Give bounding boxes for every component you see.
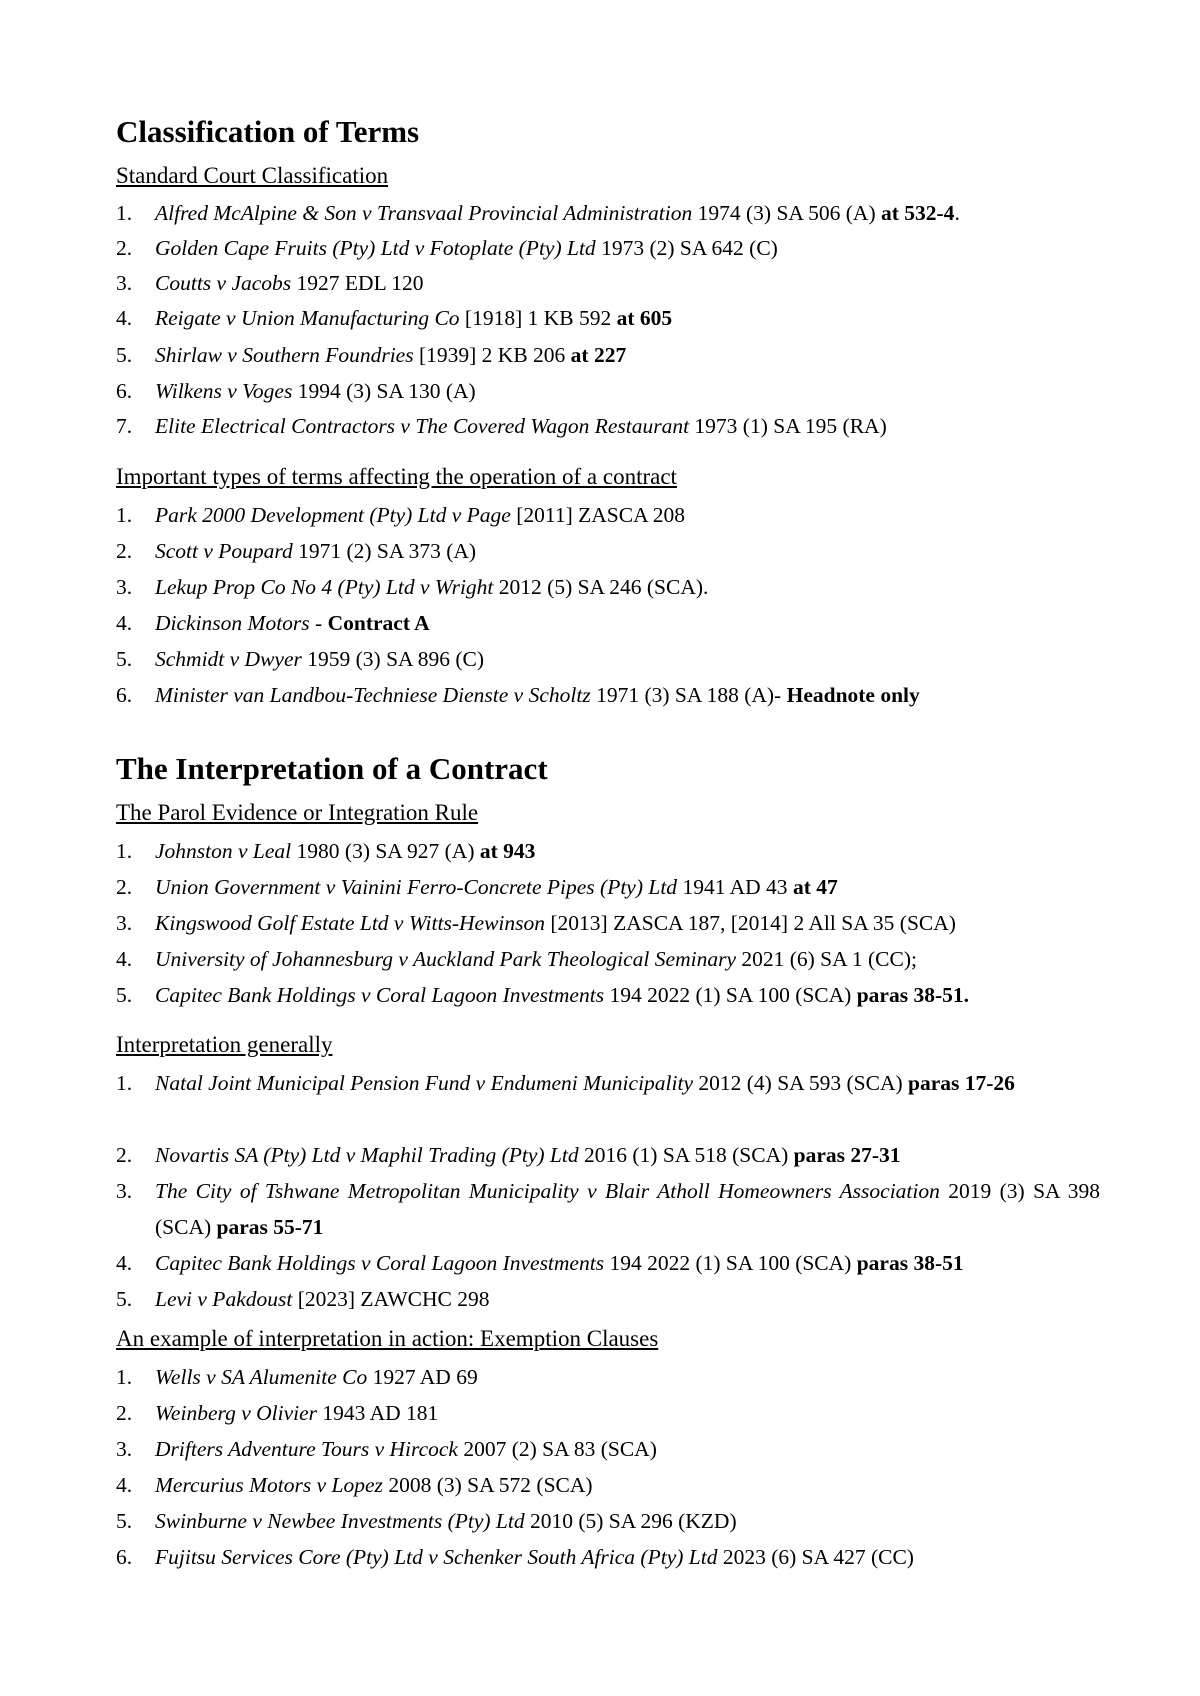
case-name: Johnston v Leal (155, 839, 292, 863)
list-item (116, 230, 1100, 266)
case-name: Union Government v Vainini Ferro-Concrete Pipes (Pty) Ltd (155, 875, 678, 899)
list-item (116, 1245, 1100, 1281)
pinpoint: paras 38-51 (856, 1251, 964, 1275)
item-number: 5. (116, 1287, 133, 1311)
section-title: Classification of Terms (116, 114, 420, 149)
tail: . (954, 201, 960, 225)
case-name: Schmidt v Dwyer (155, 647, 302, 671)
list-item (116, 497, 1100, 533)
pinpoint: at 943 (479, 839, 536, 863)
item-number: 2. (116, 1401, 133, 1425)
citation: 1971 (3) SA 188 (A)- (590, 683, 787, 707)
item-number: 3. (116, 575, 133, 599)
pinpoint: at 605 (616, 306, 673, 330)
item-number: 5. (116, 1509, 133, 1533)
case-name: Novartis SA (Pty) Ltd v Maphil Trading (Pty) Ltd (155, 1143, 579, 1167)
list-item (116, 533, 1100, 569)
citation: 1927 EDL 120 (291, 271, 424, 295)
case-name: Minister van Landbou-Techniese Dienste v Scholtz (155, 683, 591, 707)
item-number: 4. (116, 1251, 133, 1275)
subsection-heading: An example of interpretation in action: Exemption Clauses (116, 1326, 659, 1351)
list-item (116, 300, 1100, 336)
pinpoint: at 532-4 (880, 201, 955, 225)
list-item (116, 677, 1100, 713)
citation: 1973 (1) SA 195 (RA) (689, 414, 887, 438)
item-number: 5. (116, 647, 133, 671)
pinpoint: paras 55-71 (216, 1215, 324, 1239)
item-number: 4. (116, 306, 133, 330)
citation: 2007 (2) SA 83 (SCA) (457, 1437, 657, 1461)
citation: 2016 (1) SA 518 (SCA) (578, 1143, 794, 1167)
item-number: 5. (116, 343, 133, 367)
case-name: Fujitsu Services Core (Pty) Ltd v Schenker South Africa (Pty) Ltd (155, 1545, 718, 1569)
list-item (116, 337, 1100, 373)
list-item (116, 941, 1100, 977)
case-name: The City of Tshwane Metropolitan Municipality v Blair Atholl Homeowners Association (155, 1179, 940, 1203)
case-name: Lekup Prop Co No 4 (Pty) Ltd v Wright (155, 575, 494, 599)
case-name: Alfred McAlpine & Son v Transvaal Provincial Administration (155, 201, 693, 225)
citation: - (309, 611, 328, 635)
list-item (116, 641, 1100, 677)
pinpoint: Headnote only (786, 683, 920, 707)
list-item (116, 569, 1100, 605)
citation: 1973 (2) SA 642 (C) (595, 236, 778, 260)
item-number: 6. (116, 1545, 133, 1569)
item-number: 6. (116, 379, 133, 403)
subsection-heading: Interpretation generally (116, 1032, 333, 1057)
subsection-heading: Important types of terms affecting the operation of a contract (116, 464, 677, 489)
citation: [1918] 1 KB 592 (459, 306, 617, 330)
citation: 1943 AD 181 (317, 1401, 439, 1425)
case-name: Natal Joint Municipal Pension Fund v Endumeni Municipality (155, 1071, 694, 1095)
list-item (116, 408, 1100, 444)
list-item (116, 1395, 1100, 1431)
subsection-heading: The Parol Evidence or Integration Rule (116, 800, 479, 825)
list-item (116, 1281, 1100, 1317)
item-number: 1. (116, 839, 133, 863)
citation: 2021 (6) SA 1 (CC); (735, 947, 917, 971)
pinpoint: paras 38-51. (856, 983, 969, 1007)
citation: 1971 (2) SA 373 (A) (292, 539, 477, 563)
list-item (116, 1173, 1100, 1245)
list-item (116, 265, 1100, 301)
item-number: 5. (116, 983, 133, 1007)
citation: 1974 (3) SA 506 (A) (692, 201, 881, 225)
list-item (116, 1431, 1100, 1467)
list-item (116, 1539, 1100, 1575)
item-number: 4. (116, 947, 133, 971)
subsection-heading: Standard Court Classification (116, 163, 389, 188)
item-number: 3. (116, 911, 133, 935)
citation: 1941 AD 43 (677, 875, 793, 899)
citation: 1959 (3) SA 896 (C) (301, 647, 485, 671)
case-name: Elite Electrical Contractors v The Covered Wagon Restaurant (155, 414, 690, 438)
item-number: 4. (116, 611, 133, 635)
citation: 194 2022 (1) SA 100 (SCA) (604, 1251, 857, 1275)
item-number: 1. (116, 201, 133, 225)
citation: [2023] ZAWCHC 298 (292, 1287, 490, 1311)
case-name: Golden Cape Fruits (Pty) Ltd v Fotoplate (Pty) Ltd (155, 236, 596, 260)
list-item (116, 1359, 1100, 1395)
citation: 1994 (3) SA 130 (A) (292, 379, 476, 403)
pinpoint: paras 17-26 (908, 1071, 1015, 1095)
case-name: Swinburne v Newbee Investments (Pty) Ltd (155, 1509, 525, 1533)
list-item (116, 1137, 1100, 1173)
item-number: 2. (116, 875, 133, 899)
item-number: 3. (116, 1179, 133, 1203)
citation: 2012 (4) SA 593 (SCA) (693, 1071, 909, 1095)
list-item (116, 605, 1100, 641)
citation: 194 2022 (1) SA 100 (SCA) (604, 983, 857, 1007)
case-name: Dickinson Motors (155, 611, 310, 635)
item-number: 2. (116, 1143, 133, 1167)
list-item (116, 905, 1100, 941)
citation: 2023 (6) SA 427 (CC) (717, 1545, 914, 1569)
citation: [2011] ZASCA 208 (510, 503, 686, 527)
case-name: Wells v SA Alumenite Co (155, 1365, 368, 1389)
item-number: 2. (116, 236, 133, 260)
case-name: University of Johannesburg v Auckland Park Theological Seminary (155, 947, 736, 971)
case-name: Mercurius Motors v Lopez (155, 1473, 383, 1497)
item-number: 1. (116, 1365, 133, 1389)
pinpoint: paras 27-31 (793, 1143, 901, 1167)
list-item (116, 869, 1100, 905)
item-number: 6. (116, 683, 133, 707)
case-name: Weinberg v Olivier (155, 1401, 318, 1425)
list-item (116, 1467, 1100, 1503)
pinpoint: at 47 (792, 875, 838, 899)
list-item (116, 1503, 1100, 1539)
list-item (116, 833, 1100, 869)
item-number: 1. (116, 503, 133, 527)
citation: [1939] 2 KB 206 (413, 343, 571, 367)
item-number: 1. (116, 1071, 133, 1095)
item-number: 2. (116, 539, 133, 563)
case-name: Scott v Poupard (155, 539, 293, 563)
list-item (116, 373, 1100, 409)
case-name: Reigate v Union Manufacturing Co (155, 306, 460, 330)
list-item (116, 1065, 1100, 1101)
pinpoint: at 227 (570, 343, 627, 367)
list-item (116, 977, 1100, 1013)
citation: 1927 AD 69 (367, 1365, 478, 1389)
case-name: Shirlaw v Southern Foundries (155, 343, 414, 367)
case-name: Levi v Pakdoust (155, 1287, 293, 1311)
case-name: Drifters Adventure Tours v Hircock (155, 1437, 458, 1461)
citation: 2012 (5) SA 246 (SCA). (493, 575, 709, 599)
item-number: 7. (116, 414, 133, 438)
citation: 2008 (3) SA 572 (SCA) (382, 1473, 593, 1497)
case-name: Capitec Bank Holdings v Coral Lagoon Investments (155, 1251, 605, 1275)
item-number: 3. (116, 1437, 133, 1461)
pinpoint: Contract A (327, 611, 430, 635)
item-number: 3. (116, 271, 133, 295)
citation: 2010 (5) SA 296 (KZD) (524, 1509, 737, 1533)
citation: [2013] ZASCA 187, [2014] 2 All SA 35 (SCA) (545, 911, 956, 935)
case-name: Park 2000 Development (Pty) Ltd v Page (155, 503, 511, 527)
citation: 1980 (3) SA 927 (A) (291, 839, 480, 863)
citation: 2019 (3) SA 398 (SCA) (155, 1179, 1100, 1239)
case-name: Kingswood Golf Estate Ltd v Witts-Hewinson (155, 911, 546, 935)
section-title: The Interpretation of a Contract (116, 751, 548, 786)
case-name: Capitec Bank Holdings v Coral Lagoon Investments (155, 983, 605, 1007)
list-item (116, 195, 1100, 231)
item-number: 4. (116, 1473, 133, 1497)
case-name: Coutts v Jacobs (155, 271, 292, 295)
case-name: Wilkens v Voges (155, 379, 293, 403)
